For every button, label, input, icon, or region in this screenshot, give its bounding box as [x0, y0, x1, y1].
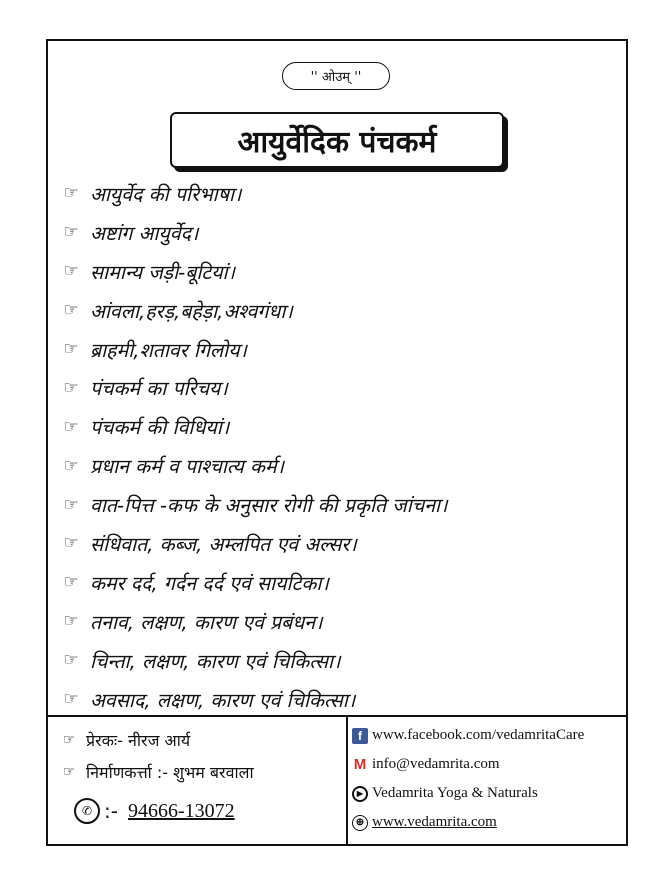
website-link[interactable]: www.vedamrita.com — [372, 814, 497, 830]
topic-text: अष्टांग आयुर्वेद। — [90, 221, 199, 245]
pointing-hand-icon: ☞ — [63, 222, 79, 243]
footer-vertical-divider — [346, 715, 348, 846]
email-link[interactable]: info@vedamrita.com — [372, 756, 500, 772]
topic-item — [52, 174, 624, 213]
topic-item — [52, 446, 624, 485]
topic-item — [52, 485, 624, 524]
prerak-text: प्रेरकः- नीरज आर्य — [86, 731, 191, 750]
topic-item — [52, 563, 624, 602]
youtube-channel[interactable]: Vedamrita Yoga & Naturals — [372, 785, 538, 801]
pointing-hand-icon: ☞ — [63, 377, 79, 398]
topic-item — [52, 213, 624, 252]
topic-text: वात-पित्त -कफ के अनुसार रोगी की प्रकृति जांचना। — [90, 494, 448, 518]
page-title: आयुर्वेदिक पंचकर्म — [170, 112, 504, 168]
topic-list — [52, 174, 624, 718]
facebook-link[interactable]: www.facebook.com/vedamritaCare — [372, 727, 585, 743]
phone-prefix: :- — [104, 799, 118, 823]
pointing-hand-icon: ☞ — [63, 572, 79, 593]
pointing-hand-icon: ☞ — [63, 650, 79, 671]
topic-item — [52, 602, 624, 641]
topic-item — [52, 641, 624, 680]
topic-item — [52, 252, 624, 291]
youtube-icon: ▶ — [352, 786, 368, 802]
topic-text: ब्राहमी,शतावर गिलोय। — [90, 338, 247, 362]
topic-item — [52, 407, 624, 446]
pointing-hand-icon: ☞ — [63, 689, 79, 710]
topic-text: तनाव, लक्षण, कारण एवं प्रबंधन। — [90, 610, 323, 634]
topic-text: पंचकर्म का परिचय। — [90, 377, 228, 401]
topic-item — [52, 291, 624, 330]
topic-text: आयुर्वेद की परिभाषा। — [90, 182, 242, 206]
topic-text: सामान्य जड़ी-बूटियां। — [90, 260, 235, 284]
contact-youtube[interactable] — [352, 779, 624, 808]
topic-text: पंचकर्म की विधियां। — [90, 416, 230, 440]
gmail-icon: M — [353, 756, 367, 773]
topic-item — [52, 330, 624, 369]
om-badge: '' ओउम् '' — [282, 62, 390, 90]
pointing-hand-icon: ☞ — [63, 183, 79, 204]
facebook-icon: f — [352, 728, 368, 744]
pointing-hand-icon: ☞ — [62, 732, 76, 748]
pointing-hand-icon: ☞ — [63, 455, 79, 476]
phone-number[interactable]: 94666-13072 — [127, 799, 235, 822]
pointing-hand-icon: ☞ — [63, 533, 79, 554]
topic-text: आंवला,हरड़,बहेड़ा,अश्वगंधा। — [90, 299, 293, 323]
credit-prerak — [52, 724, 342, 756]
pointing-hand-icon: ☞ — [62, 764, 76, 780]
credits-section — [52, 724, 342, 834]
contact-website[interactable] — [352, 808, 624, 837]
topic-item — [52, 680, 624, 719]
topic-item — [52, 524, 624, 563]
topic-text: कमर दर्द, गर्दन दर्द एवं सायटिका। — [90, 571, 329, 595]
pointing-hand-icon: ☞ — [63, 416, 79, 437]
pointing-hand-icon: ☞ — [63, 300, 79, 321]
topic-text: प्रधान कर्म व पाश्चात्य कर्म। — [90, 455, 285, 479]
pointing-hand-icon: ☞ — [63, 494, 79, 515]
topic-item — [52, 368, 624, 407]
pointing-hand-icon: ☞ — [63, 611, 79, 632]
topic-text: संधिवात, कब्ज, अम्लपित एवं अल्सर। — [90, 532, 357, 556]
nirmankarta-text: निर्माणकर्त्ता :- शुभम बरवाला — [86, 763, 254, 782]
phone-line — [52, 788, 342, 834]
credit-nirmankarta — [52, 756, 342, 788]
pointing-hand-icon: ☞ — [63, 261, 79, 282]
contacts-section — [352, 721, 624, 837]
contact-facebook[interactable] — [352, 721, 624, 750]
globe-icon: ⊕ — [352, 815, 368, 831]
footer-divider — [46, 715, 628, 717]
whatsapp-icon: ✆ — [74, 798, 100, 824]
topic-text: चिन्ता, लक्षण, कारण एवं चिकित्सा। — [90, 649, 341, 673]
pointing-hand-icon: ☞ — [63, 339, 79, 359]
topic-text: अवसाद, लक्षण, कारण एवं चिकित्सा। — [90, 688, 356, 712]
contact-email[interactable] — [352, 750, 624, 779]
